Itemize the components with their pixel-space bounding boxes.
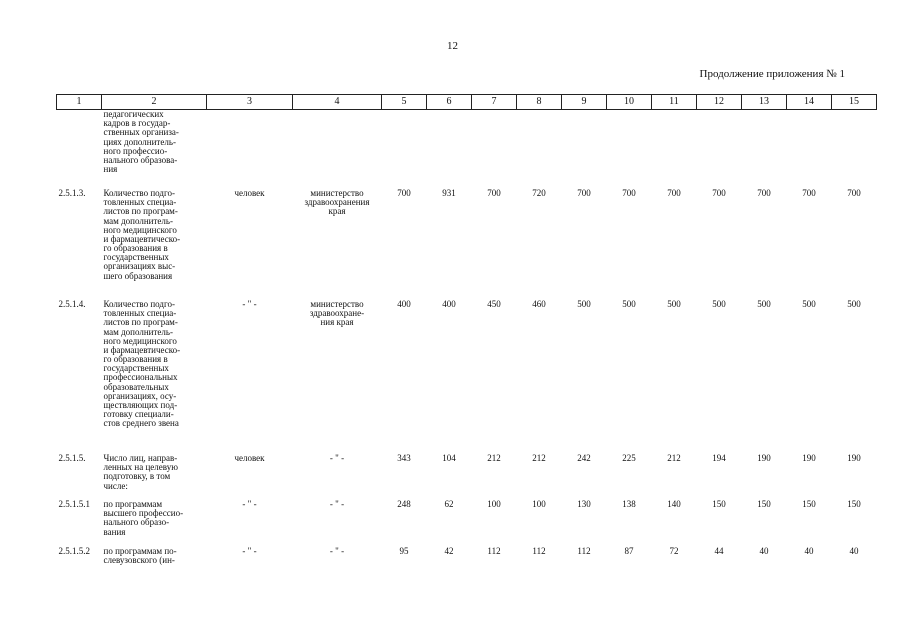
row-unit	[207, 110, 293, 185]
row-value	[832, 110, 877, 185]
row-executor	[293, 494, 382, 540]
header-cell: 9	[562, 95, 607, 110]
row-value: 150	[802, 499, 816, 509]
row-name-line: нального образо-	[103, 517, 170, 528]
row-value: 500	[712, 299, 726, 309]
row-value: 42	[444, 546, 454, 556]
header-cell: 3	[207, 95, 293, 110]
row-unit	[207, 494, 293, 540]
row-name-line: педагогических	[103, 109, 164, 119]
header-cell: 7	[472, 95, 517, 110]
row-name	[102, 446, 207, 494]
row-name-line: нального образова-	[103, 154, 178, 165]
row-name-line: и фармацевтическо-	[103, 233, 181, 244]
row-code: 2.5.1.5.	[58, 453, 86, 463]
header-cell: 10	[607, 95, 652, 110]
row-value: 700	[802, 188, 816, 198]
row-value: 242	[577, 453, 591, 463]
row-name	[102, 540, 207, 565]
row-name-line: ного профессио-	[103, 145, 168, 156]
row-name-line: шего образования	[103, 270, 173, 281]
row-value: 190	[847, 453, 861, 463]
row-value: 931	[442, 188, 456, 198]
row-value: 700	[667, 188, 681, 198]
row-executor	[293, 184, 382, 295]
row-executor-line: министерство	[310, 299, 364, 309]
row-name-line: ственных организа-	[103, 127, 179, 138]
row-name-line: стов среднего звена	[103, 418, 179, 429]
row-executor	[293, 295, 382, 446]
row-code: 2.5.1.5.1	[58, 499, 90, 509]
row-value: 150	[847, 499, 861, 509]
row-executor-line: здравоохранения	[304, 197, 370, 208]
header-cell: 5	[382, 95, 427, 110]
row-name	[102, 184, 207, 295]
row-name-line: мам дополнитель-	[103, 326, 173, 337]
row-name-line: листов по програм-	[103, 317, 178, 328]
row-value: 212	[532, 453, 546, 463]
row-name-line: мам дополнитель-	[103, 215, 173, 226]
row-name-line: ного медицинского	[103, 224, 177, 235]
header-cell: 4	[293, 95, 382, 110]
row-value: 190	[802, 453, 816, 463]
row-unit	[207, 295, 293, 446]
row-value	[427, 110, 472, 185]
row-name-line: ного медицинского	[103, 335, 177, 346]
row-value: 87	[624, 546, 634, 556]
row-executor-line: - " -	[329, 546, 345, 556]
row-name-line: вания	[103, 526, 126, 537]
row-value: 500	[847, 299, 861, 309]
row-unit-line: - " -	[242, 499, 257, 509]
row-name-line: листов по програм-	[103, 206, 178, 217]
row-value	[472, 110, 517, 185]
row-unit	[207, 184, 293, 295]
row-value	[517, 110, 562, 185]
row-value: 40	[804, 546, 814, 556]
row-name-line: ленных на целевую	[103, 462, 178, 473]
row-name-line: товленных специа-	[103, 308, 177, 319]
row-name-line: слевузовского (ин-	[103, 555, 175, 566]
row-unit-line: - " -	[242, 299, 257, 309]
row-name-line: государственных	[103, 252, 169, 263]
row-name-line: ния	[103, 164, 118, 175]
table-row	[57, 184, 877, 295]
row-value: 700	[757, 188, 771, 198]
row-name-line: и фармацевтическо-	[103, 344, 181, 355]
header-cell: 1	[57, 95, 102, 110]
row-name-line: товленных специа-	[103, 197, 177, 208]
header-cell: 12	[697, 95, 742, 110]
row-name-line: организациях выс-	[103, 261, 176, 272]
row-value: 190	[757, 453, 771, 463]
row-executor-line: министерство	[310, 188, 364, 198]
row-value: 140	[667, 499, 681, 509]
table-row	[57, 494, 877, 540]
row-value	[562, 110, 607, 185]
header-row	[57, 95, 877, 110]
row-value	[697, 110, 742, 185]
row-name-line: по программам по-	[103, 546, 177, 556]
table-row	[57, 295, 877, 446]
header-cell: 13	[742, 95, 787, 110]
row-executor-line: - " -	[329, 453, 345, 463]
row-name	[102, 110, 207, 185]
page-number: 12	[447, 40, 458, 52]
header-cell: 11	[652, 95, 697, 110]
header-cell: 2	[102, 95, 207, 110]
row-value: 500	[622, 299, 636, 309]
row-name-line: го образования в	[103, 354, 168, 365]
row-name-line: ществляющих под-	[103, 399, 178, 410]
row-name-line: организациях, осу-	[103, 390, 177, 401]
row-value: 100	[532, 499, 546, 509]
table-row	[57, 446, 877, 494]
header-cell: 15	[832, 95, 877, 110]
row-value: 700	[487, 188, 501, 198]
row-value: 500	[802, 299, 816, 309]
row-value: 100	[487, 499, 501, 509]
row-value: 212	[667, 453, 681, 463]
row-value: 500	[757, 299, 771, 309]
row-value	[382, 110, 427, 185]
row-name	[102, 494, 207, 540]
row-value: 104	[442, 453, 456, 463]
row-value: 40	[849, 546, 859, 556]
row-code: 2.5.1.4.	[58, 299, 86, 309]
row-executor-line: здравоохране-	[309, 308, 365, 319]
row-value: 112	[532, 546, 546, 556]
row-value: 700	[712, 188, 726, 198]
row-name-line: готовку специали-	[103, 409, 174, 420]
row-name	[102, 295, 207, 446]
row-code: 2.5.1.3.	[58, 188, 86, 198]
row-executor	[293, 446, 382, 494]
row-value: 343	[397, 453, 411, 463]
row-value: 95	[399, 546, 409, 556]
row-unit	[207, 540, 293, 565]
row-value: 460	[532, 299, 546, 309]
row-value: 138	[622, 499, 636, 509]
row-name-line: циях дополнитель-	[103, 136, 176, 147]
row-value: 700	[622, 188, 636, 198]
row-value: 72	[669, 546, 679, 556]
row-unit-line: человек	[234, 453, 265, 463]
row-unit-line: - " -	[242, 546, 257, 556]
row-value: 212	[487, 453, 501, 463]
row-value	[652, 110, 697, 185]
table-body	[57, 110, 877, 566]
row-value: 500	[667, 299, 681, 309]
row-value	[742, 110, 787, 185]
row-value: 225	[622, 453, 636, 463]
row-value: 700	[847, 188, 861, 198]
row-value: 700	[577, 188, 591, 198]
row-value: 248	[397, 499, 411, 509]
row-name-line: государственных	[103, 363, 169, 374]
table-row	[57, 110, 877, 185]
row-name-line: профессиональных	[103, 372, 178, 383]
header-cell: 8	[517, 95, 562, 110]
row-name-line: Количество подго-	[103, 188, 175, 198]
table-row	[57, 540, 877, 565]
row-name-line: го образования в	[103, 243, 168, 254]
row-executor	[293, 540, 382, 565]
row-name-line: по программам	[103, 499, 163, 509]
row-value: 400	[397, 299, 411, 309]
row-value: 112	[487, 546, 501, 556]
row-value: 62	[444, 499, 454, 509]
row-name-line: высшего профессио-	[103, 508, 184, 519]
row-name-line: Количество подго-	[103, 299, 175, 309]
row-value: 40	[759, 546, 769, 556]
row-executor-line: - " -	[329, 499, 345, 509]
row-value: 150	[712, 499, 726, 509]
row-value: 44	[714, 546, 724, 556]
row-unit	[207, 446, 293, 494]
header-cell: 6	[427, 95, 472, 110]
row-code: 2.5.1.5.2	[58, 546, 90, 556]
row-executor-line: ния края	[320, 317, 354, 328]
row-name-line: Число лиц, направ-	[103, 453, 178, 463]
row-value	[607, 110, 652, 185]
row-name-line: образовательных	[103, 381, 169, 392]
data-table	[56, 94, 877, 565]
row-value: 150	[757, 499, 771, 509]
continuation-caption: Продолжение приложения № 1	[699, 68, 845, 80]
row-executor	[293, 110, 382, 185]
row-value: 112	[577, 546, 591, 556]
row-value: 400	[442, 299, 456, 309]
row-name-line: кадров в государ-	[103, 118, 171, 129]
row-value: 700	[397, 188, 411, 198]
row-code	[57, 110, 102, 185]
row-unit-line: человек	[234, 188, 265, 198]
row-value: 130	[577, 499, 591, 509]
row-value: 450	[487, 299, 501, 309]
row-executor-line: края	[328, 206, 346, 217]
row-value: 720	[532, 188, 546, 198]
row-name-line: подготовку, в том	[103, 471, 171, 482]
row-value: 500	[577, 299, 591, 309]
header-cell: 14	[787, 95, 832, 110]
row-name-line: числе:	[103, 480, 128, 491]
row-value: 194	[712, 453, 726, 463]
row-value	[787, 110, 832, 185]
